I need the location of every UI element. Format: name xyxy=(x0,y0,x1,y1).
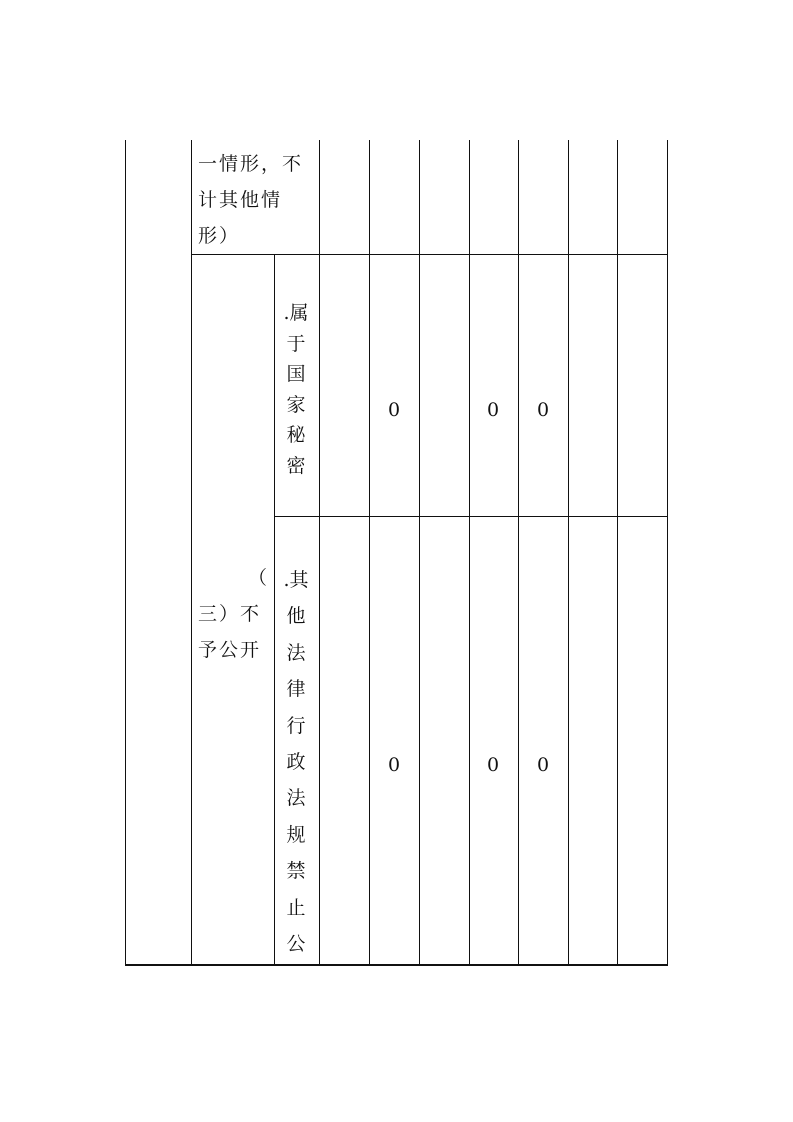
value-cell: 0 xyxy=(486,754,500,776)
row-label: .其他法律行政法规禁止公 xyxy=(283,569,309,956)
value-cell: 0 xyxy=(536,754,550,776)
section-open-paren: （ xyxy=(248,567,268,589)
row-divider xyxy=(191,254,668,255)
column-divider xyxy=(518,140,519,966)
section-title-line: 予公开 xyxy=(198,639,262,661)
category-text-line: 一情形，不 xyxy=(198,153,304,175)
section-title-line: 三）不 xyxy=(198,603,262,625)
table-bottom-border xyxy=(125,964,668,966)
column-divider xyxy=(617,140,618,966)
value-cell: 0 xyxy=(536,399,550,421)
category-text-line: 形） xyxy=(198,225,241,247)
column-divider xyxy=(419,140,420,966)
value-cell: 0 xyxy=(387,399,401,421)
value-cell: 0 xyxy=(486,399,500,421)
row-label: .属于国家秘密 xyxy=(283,302,309,477)
column-divider xyxy=(274,254,275,966)
value-cell: 0 xyxy=(387,754,401,776)
column-divider xyxy=(191,140,192,966)
column-divider xyxy=(469,140,470,966)
column-divider xyxy=(568,140,569,966)
table-right-border xyxy=(667,140,668,966)
column-divider xyxy=(319,140,320,966)
table-left-border xyxy=(125,140,126,966)
row-divider xyxy=(274,516,668,517)
category-text-line: 计其他情 xyxy=(198,189,283,211)
column-divider xyxy=(369,140,370,966)
